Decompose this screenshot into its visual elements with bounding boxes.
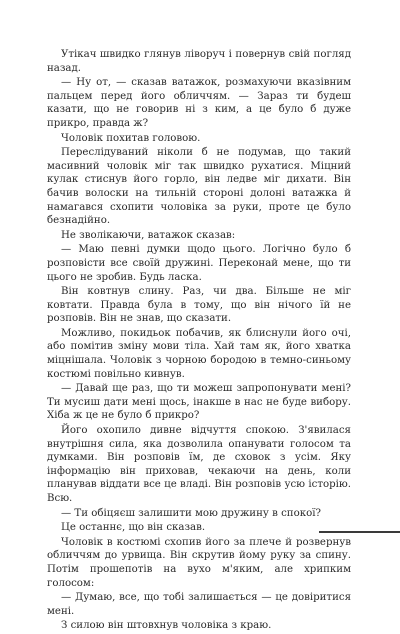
paragraph-5: Не зволікаючи, ватажок сказав: [61,229,236,241]
paragraph-6: — Маю певні думки щодо цього. Логічно було б розповісти все своїй дружині. Переконай мене, що ти цього не зробив. Будь ласка. [47,244,351,283]
paragraph-2: — Ну от, — сказав ватажок, розмахуючи вказівним пальцем перед його обличчям. — Зараз ти будеш казати, що не говорив ні з ким, а це було б дуже прикро, правда ж? [47,77,351,129]
paragraph-4: Переслідуваний ніколи б не подумав, що такий масивний чоловік міг так швидко рухатися. Міцний кулак стиснув його горло, він ледве міг дихати. Він бачив волоски на тильній стороні долоні ватажка й намагався схопити чоловіка за руки, проте це було безнадійно. [47,147,351,227]
paragraph-14: — Думаю, все, що тобі залишається — це довіритися мені. [47,592,351,617]
paragraph-10: Його охопило дивне відчуття спокою. З'явилася внутрішня сила, яка дозволила опанувати голосом та думками. Він розповів їм, де сховок з усім. Яку інформацію він приховав, чекаючи на день, коли планував віддати все це владі. Він розповів усю історію. Всю. [47,425,351,504]
paragraph-1: Утікач швидко глянув ліворуч і повернув свій погляд назад. [47,49,351,74]
paragraph-7: Він ковтнув слину. Раз, чи два. Більше не міг ковтати. Правда була в тому, що він нічого їй не розповів. Він не знав, що сказати. [47,286,351,325]
paragraph-13: Чоловік в костюмі схопив його за плече й розвернув обличчям до урвища. Він скрутив йому руку за спину. Потім прошепотів на вухо м'яким, але хрипким голосом: [47,536,351,589]
paragraph-12: Це останнє, що він сказав. [61,522,206,534]
paragraph-11: — Ти обіцяєш залишити мою дружину в спокої? [61,507,321,519]
paragraph-3: Чоловік похитав головою. [61,132,201,144]
page-text [47,48,351,634]
paragraph-8: Можливо, покидьок побачив, як блиснули його очі, або помітив зміну мови тіла. Хай там як, його хватка міцнішала. Чоловік з чорною бородою в темно-синьому костюмі повільно кивнув. [47,327,351,380]
paragraph-9: — Давай ще раз, що ти можеш запропонувати мені? Ти мусиш дати мені щось, інакше в нас не буде вибору. Хіба ж це не було б прикро? [47,383,351,422]
section-end-rule [319,531,400,533]
paragraph-15: З силою він штовхнув чоловіка з краю. [61,620,272,632]
